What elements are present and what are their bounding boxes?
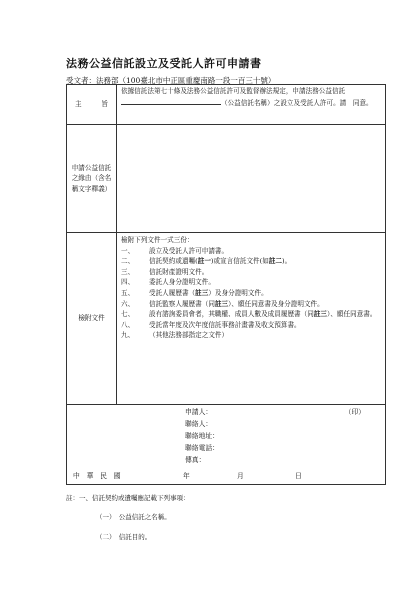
date-era: 中 華 民 國	[73, 472, 121, 480]
documents-content	[117, 233, 386, 405]
reason-content[interactable]	[117, 125, 386, 233]
subject-content	[117, 85, 386, 125]
document-item: 二、 信託契約或遺囑(註一)或宣言信託文件(如註二)。	[121, 257, 292, 266]
contact-line[interactable]: 聯絡人：	[185, 420, 213, 428]
recipient-line: 受文者：法務部（100臺北市中正區重慶南路一段一百三十號）	[66, 76, 276, 85]
applicant-line[interactable]: 申請人： （印）	[185, 408, 365, 416]
trust-name-blank[interactable]	[121, 97, 221, 105]
address-line[interactable]: 聯絡地址：	[185, 432, 219, 440]
page-title: 法務公益信託設立及受託人許可申請書	[66, 57, 262, 70]
subject-text-a: 依據信託法第七十條及法務公益信託許可及監督辦法規定，申請法務公益信託	[121, 87, 346, 95]
application-form-table	[66, 84, 386, 485]
document-item: 八、 受託當年度及次年度信託事務計畫書及收支預算書。	[121, 320, 301, 329]
signature-cell	[67, 405, 386, 485]
notes-header: 註：一、信託契約或遺囑應記載下列事項：	[66, 494, 190, 502]
document-item: 四、 委託人身分證明文件。	[121, 278, 215, 287]
phone-line[interactable]: 聯絡電話：	[185, 444, 219, 452]
subject-label: 主旨	[67, 85, 117, 125]
signature-row	[67, 405, 386, 485]
date-year: 年	[183, 472, 190, 480]
fax-line[interactable]: 傳真：	[185, 456, 206, 464]
note-item: （二） 信託目的。	[96, 533, 152, 541]
documents-intro: 檢附下列文件一式三份：	[121, 236, 194, 244]
documents-label: 檢附文件	[67, 233, 117, 405]
date-day: 日	[295, 472, 302, 480]
document-item: 九、 （其他法務部指定之文件）	[121, 331, 229, 340]
document-item: 七、 設有諮詢委員會者，其職權、成員人數及成員履歷書（同註三）、願任同意書。	[121, 310, 377, 319]
document-item: 六、 信託監察人履歷書（同註三）、願任同意書及身分證明文件。	[121, 299, 324, 308]
reason-row	[67, 125, 386, 233]
document-item: 五、 受託人履歷書（註三）及身分證明文件。	[121, 288, 268, 297]
seal-mark: （印）	[344, 408, 365, 416]
date-month: 月	[237, 472, 244, 480]
note-item: （一） 公益信託之名稱。	[96, 513, 171, 521]
date-line	[73, 471, 373, 481]
subject-text-b: （公益信託名稱）之設立及受託人許可。請 同意。	[221, 98, 373, 107]
document-item: 一、 設立及受託人許可申請書。	[121, 246, 229, 255]
subject-row	[67, 85, 386, 125]
documents-row	[67, 233, 386, 405]
document-item: 三、 信託財產證明文件。	[121, 267, 209, 276]
reason-label: 申請公益信託之緣由（含名稱文字釋義）	[67, 125, 117, 233]
